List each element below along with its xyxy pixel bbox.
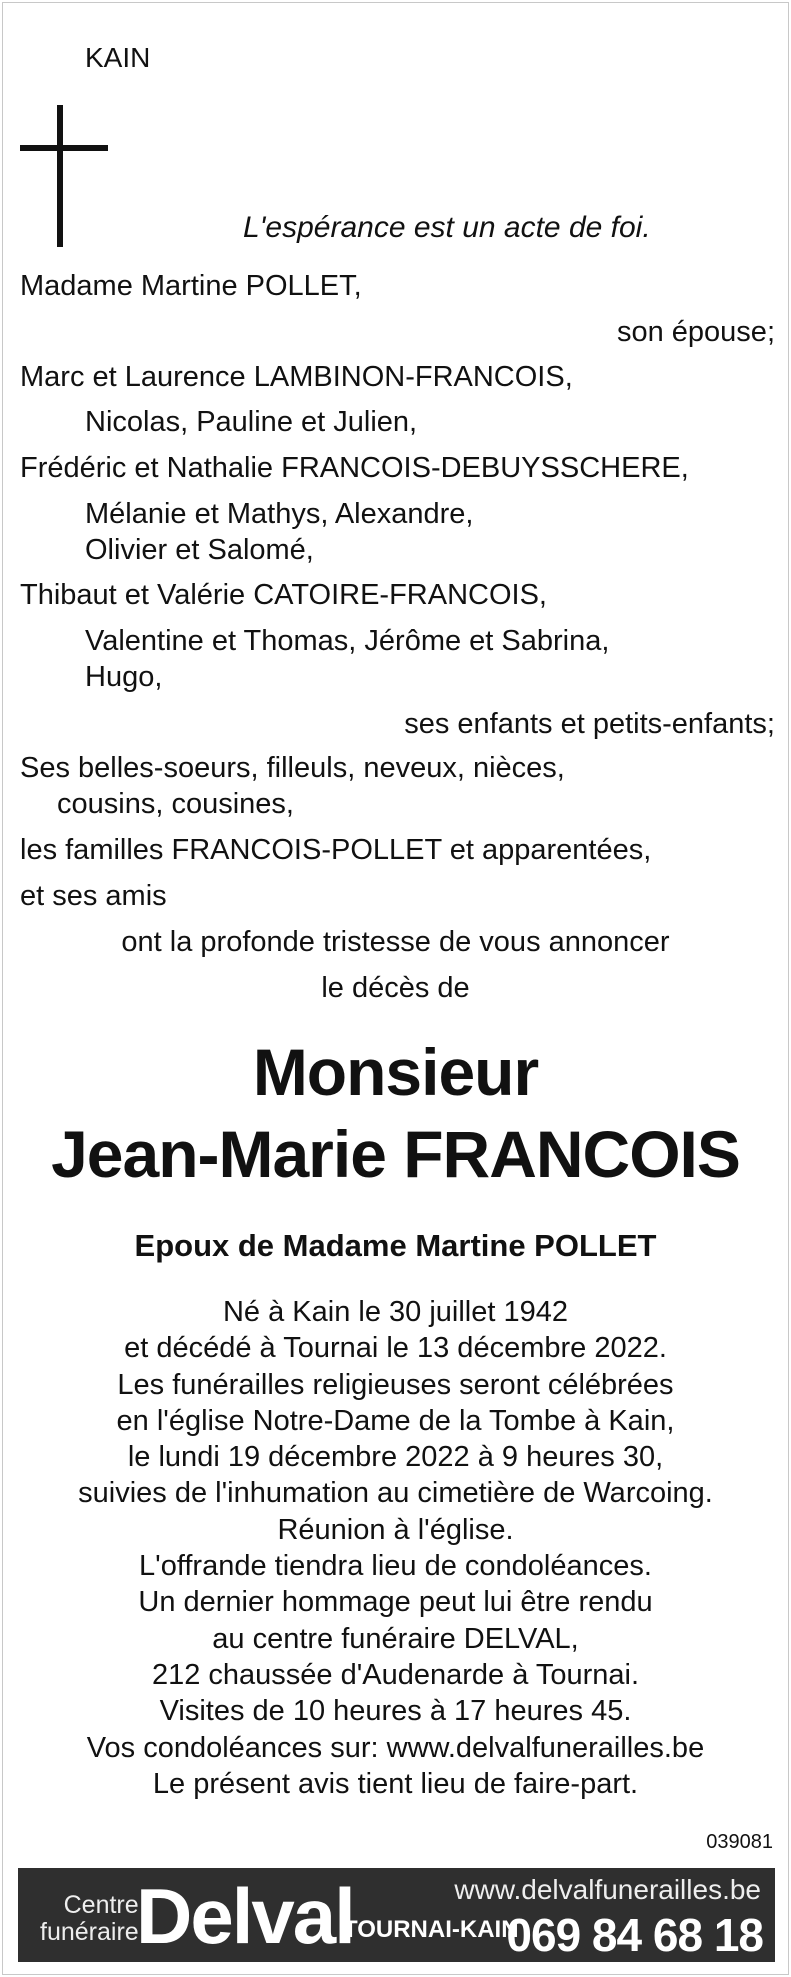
deceased-title: Monsieur — [252, 1035, 539, 1109]
family-line: son épouse; — [616, 316, 775, 348]
announcement-line: ont la profonde tristesse de vous annoncer — [121, 926, 670, 958]
family-line: Frédéric et Nathalie FRANCOIS-DEBUYSSCHERE, — [20, 452, 689, 484]
website-url: www.delvalfunerailles.be — [454, 1874, 761, 1905]
town-label: KAIN — [85, 42, 151, 73]
motto: L'espérance est un acte de foi. — [243, 211, 651, 244]
detail-line: Visites de 10 heures à 17 heures 45. — [159, 1695, 632, 1728]
detail-line: L'offrande tiendra lieu de condoléances. — [139, 1550, 652, 1583]
family-line: Valentine et Thomas, Jérôme et Sabrina, — [85, 625, 610, 657]
family-line: Thibaut et Valérie CATOIRE-FRANCOIS, — [20, 579, 547, 611]
family-line: Hugo, — [85, 661, 163, 693]
deceased-name: Jean-Marie FRANCOIS — [51, 1117, 740, 1191]
brand-logo: Delval — [136, 1872, 354, 1960]
family-line: les familles FRANCOIS-POLLET et apparentées, — [20, 834, 652, 866]
centre-funeraire-label — [40, 1892, 139, 1946]
detail-line: Réunion à l'église. — [277, 1513, 514, 1546]
cross-icon-bar — [20, 145, 108, 151]
family-line: cousins, cousines, — [57, 788, 294, 820]
family-line: ses enfants et petits-enfants; — [404, 708, 775, 740]
detail-line: Le présent avis tient lieu de faire-part. — [152, 1767, 639, 1800]
centre-line: Centre — [63, 1891, 139, 1919]
announcement-line: le décès de — [321, 972, 470, 1004]
funeraire-line: funéraire — [40, 1918, 139, 1946]
reference-number: 039081 — [706, 1831, 773, 1853]
family-line: et ses amis — [20, 880, 167, 912]
family-line: Ses belles-soeurs, filleuls, neveux, nièces, — [20, 752, 565, 784]
detail-line: Un dernier hommage peut lui être rendu — [138, 1586, 653, 1619]
family-line: Madame Martine POLLET, — [20, 270, 362, 302]
detail-line: 212 chaussée d'Audenarde à Tournai. — [151, 1658, 640, 1691]
funeral-home-footer — [18, 1868, 775, 1962]
spouse-line: Epoux de Madame Martine POLLET — [134, 1228, 657, 1263]
detail-line: suivies de l'inhumation au cimetière de Warcoing. — [78, 1477, 713, 1510]
detail-line: en l'église Notre-Dame de la Tombe à Kain, — [116, 1404, 675, 1437]
detail-line: au centre funéraire DELVAL, — [212, 1622, 579, 1655]
detail-line: et décédé à Tournai le 13 décembre 2022. — [124, 1332, 667, 1365]
funeral-details — [0, 1294, 791, 1802]
family-line: Olivier et Salomé, — [85, 534, 314, 566]
family-line: Nicolas, Pauline et Julien, — [85, 406, 418, 438]
detail-line: le lundi 19 décembre 2022 à 9 heures 30, — [127, 1441, 664, 1474]
detail-line: Les funérailles religieuses seront célébrées — [117, 1368, 674, 1401]
phone-number: 069 84 68 18 — [506, 1909, 763, 1961]
cross-icon — [57, 105, 63, 247]
family-line: Marc et Laurence LAMBINON-FRANCOIS, — [20, 361, 573, 393]
family-line: Mélanie et Mathys, Alexandre, — [85, 498, 474, 530]
detail-line: Né à Kain le 30 juillet 1942 — [222, 1296, 568, 1328]
detail-line: Vos condoléances sur: www.delvalfunerailles.be — [86, 1731, 705, 1764]
city-label: TOURNAI-KAIN — [343, 1916, 519, 1943]
